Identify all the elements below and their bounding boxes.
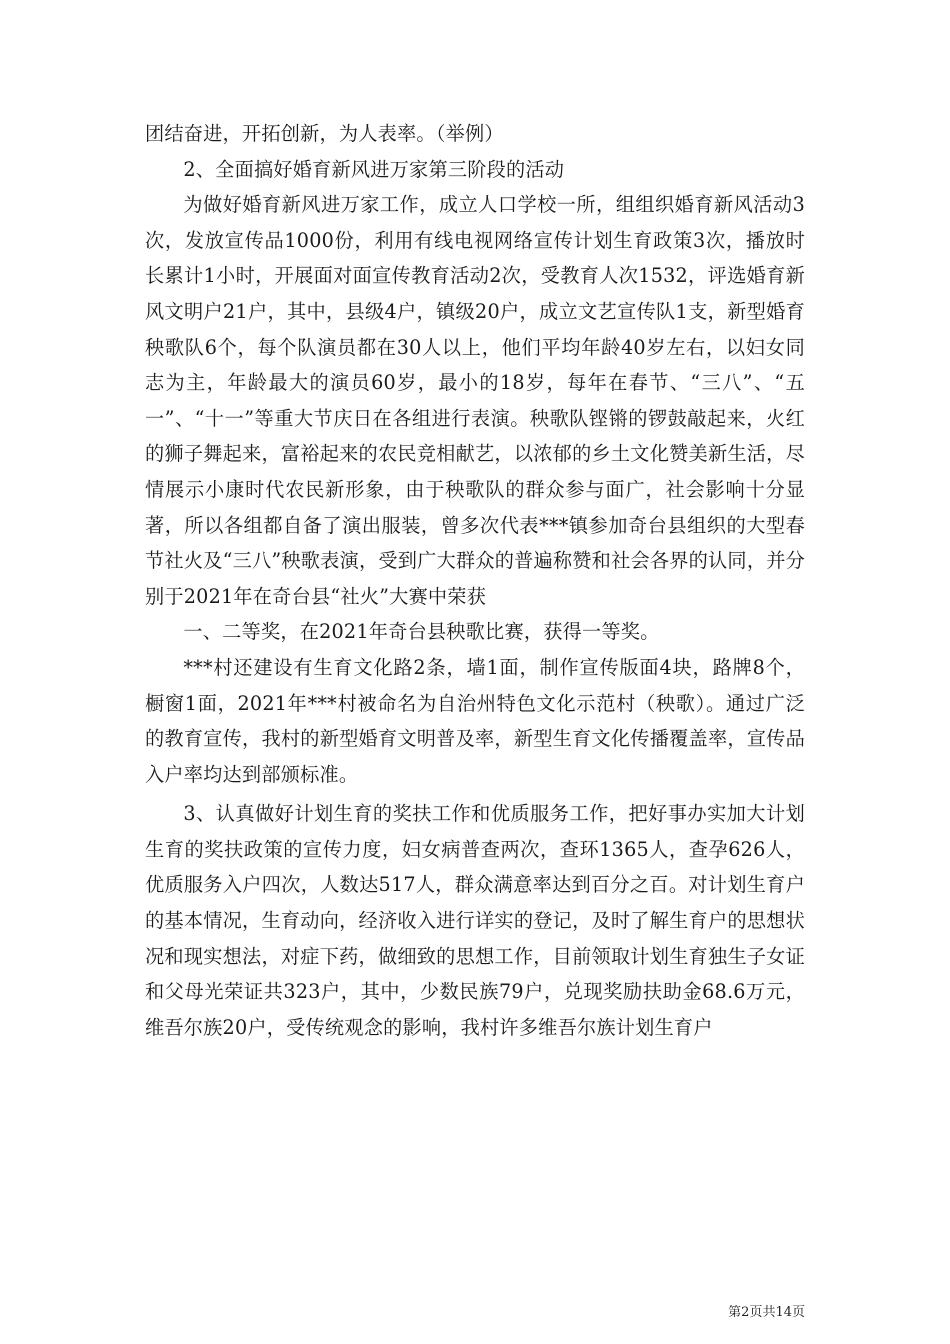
paragraph-continuation: 团结奋进，开拓创新，为人表率。（举例） — [145, 122, 504, 145]
section-heading-2: 2、全面搞好婚育新风进万家第三阶段的活动 — [183, 157, 565, 181]
paragraph-culture-road: ***村还建设有生育文化路2条，墙1面，制作宣传版面4块，路牌8个，橱窗1面，2021年***村被命名为自治州特色文化示范村（秧歌）。通过广泛的教育宣传，我村的新型婚育文明普及率，新型生育文化传播覆盖率，宣传品入户率均达到部颁标准。 — [145, 655, 805, 786]
paragraph-awards: 一、二等奖，在2021年奇台县秧歌比赛，获得一等奖。 — [183, 620, 660, 644]
paragraph-marriage-campaign: 为做好婚育新风进万家工作，成立人口学校一所，组组织婚育新风活动3次，发放宣传品1000份，利用有线电视网络宣传计划生育政策3次，播放时长累计1小时，开展面对面宣传教育活动2次，受教育人次1532，评选婚育新风文明户21户，其中，县级4户，镇级20户，成立文艺宣传队1支，新型婚育秧歌队6个，每个队演员都在30人以上，他们平均年龄40岁左右，以妇女同志为主，年龄最大的演员60岁，最小的18岁，每年在春节、“三八”、“五一”、“十一”等重大节庆日在各组进行表演。秧歌队铿锵的锣鼓敲起来，火红的狮子舞起来，富裕起来的农民竞相献艺，以浓郁的乡土文化赞美新生活，尽情展示小康时代农民新形象，由于秧歌队的群众参与面广，社会影响十分显著，所以各组都自备了演出服装，曾多次代表***镇参加奇台县组织的大型春节社火及“三八”秧歌表演，受到广大群众的普遍称赞和社会各界的认同，并分别于2021年在奇台县“社火”大赛中荣获 — [145, 193, 805, 608]
document-body — [145, 116, 805, 1045]
page-number-footer: 第2页共14页 — [728, 1305, 805, 1320]
section-heading-3-paragraph: 3、认真做好计划生育的奖扶工作和优质服务工作，把好事办实加大计划生育的奖扶政策的宣传力度，妇女病普查两次，查环1365人，查孕626人，优质服务入户四次，人数达517人，群众满意率达到百分之百。对计划生育户的基本情况，生育动向，经济收入进行详实的登记，及时了解生育户的思想状况和现实想法，对症下药，做细致的思想工作，目前领取计划生育独生子女证和父母光荣证共323户，其中，少数民族79户，兑现奖励扶助金68.6万元，维吾尔族20户，受传统观念的影响，我村许多维吾尔族计划生育户 — [145, 802, 805, 1039]
